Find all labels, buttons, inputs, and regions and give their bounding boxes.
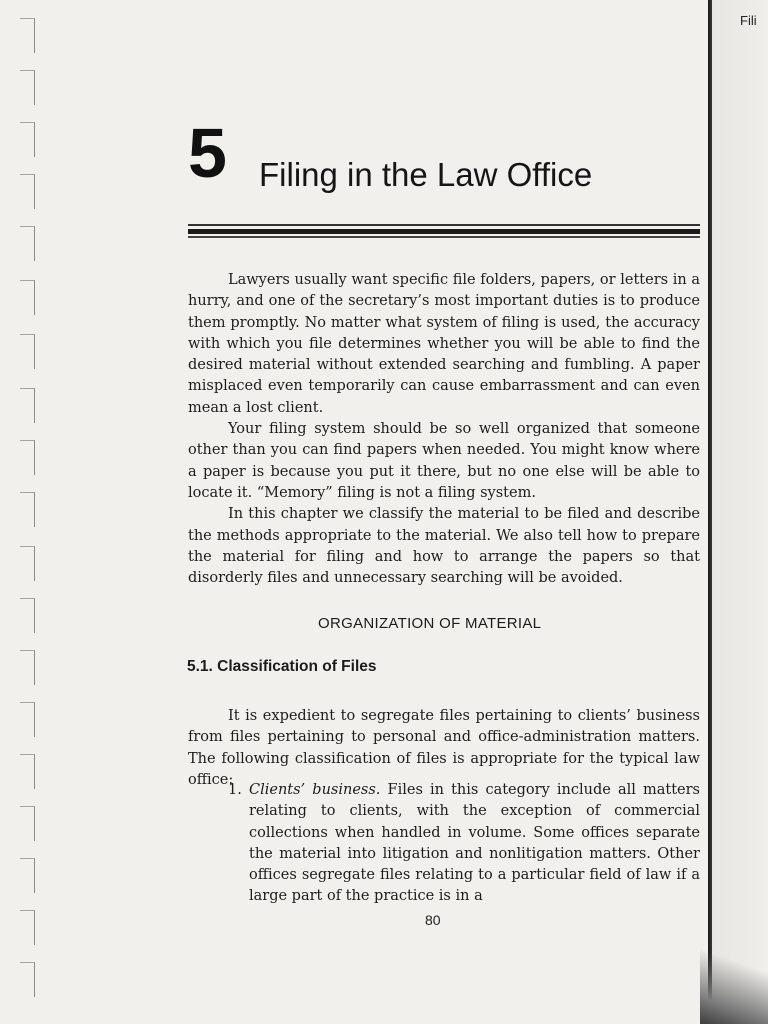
chapter-number: 5	[188, 114, 227, 192]
binding-marks	[0, 0, 50, 1024]
section-heading: ORGANIZATION OF MATERIAL	[318, 615, 542, 632]
classification-text	[188, 706, 700, 791]
page-number: 80	[425, 912, 441, 928]
paragraph: It is expedient to segregate files pertaining to clients’ business from files pertaining to personal and office-administration matters. The following classification of files is appropriate for the typical law office:	[188, 708, 700, 788]
list-item-number: 1.	[228, 782, 242, 798]
paragraph: Lawyers usually want specific file folders, papers, or letters in a hurry, and one of the secretary’s most important duties is to produce them promptly. No matter what system of filing is used, the accuracy with which you file determines whether you will be able to find the desired material without extended searching and fumbling. A paper misplaced even temporarily can cause embarrassment and can even mean a lost client.	[188, 272, 700, 416]
running-head: Fili	[740, 13, 757, 28]
list-item-body	[249, 780, 700, 908]
page-corner-shadow	[700, 940, 768, 1024]
chapter-title: Filing in the Law Office	[259, 156, 593, 193]
list-item-text: Files in this category include all matters relating to clients, with the exception of commercial collections when handled in volume. Some offices separate the material into litigation and nonlitigation matters. Other offices segregate files relating to a particular field of law if a large part of the practice is in a	[249, 782, 700, 905]
intro-text	[188, 270, 700, 589]
paragraph: Your filing system should be so well organized that someone other than you can find papers when needed. You might know where a paper is because you put it there, but no one else will be able to locate it. “Memory” filing is not a filing system.	[188, 421, 700, 501]
adjacent-page	[712, 0, 768, 1024]
chapter-heading	[188, 114, 708, 198]
paragraph: In this chapter we classify the material to be filed and describe the methods appropriate to the material. We also tell how to prepare the material for filing and how to arrange the papers so that disorderly files and unnecessary searching will be avoided.	[188, 506, 700, 587]
page-edge	[708, 0, 712, 1024]
list-item-term: Clients’ business.	[249, 782, 381, 798]
list-item	[228, 780, 700, 908]
chapter-rule	[188, 224, 700, 240]
subsection-heading: 5.1. Classification of Files	[187, 658, 377, 675]
